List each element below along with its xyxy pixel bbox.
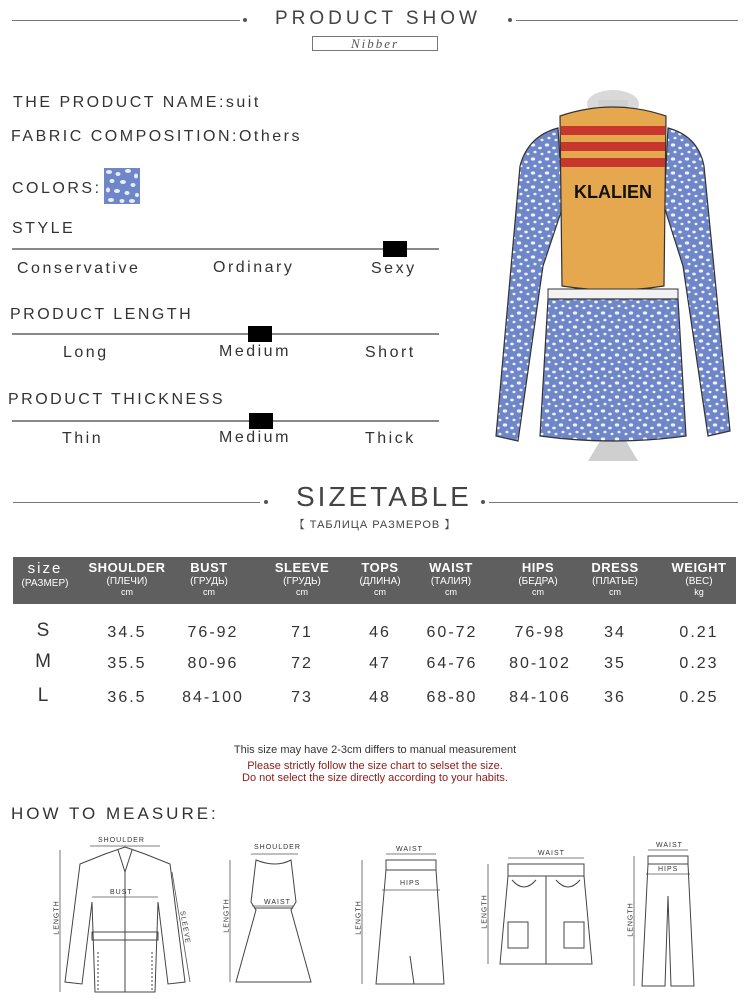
brand-box [312,36,438,51]
table-cell: 84-100 [182,689,244,706]
product-name: THE PRODUCT NAME:suit [13,94,261,111]
col-size-en: size [27,560,63,577]
denim-skirt-illustration [478,846,608,992]
style-option-sexy: Sexy [371,260,417,277]
col-size [15,560,75,589]
table-cell: 68-80 [426,689,478,706]
col-sleeve [266,560,338,597]
measure-skirt-figure [344,846,454,992]
col-waist-ru: (ТАЛИЯ) [430,576,472,587]
brand-name: Nibber [350,36,400,51]
col-dress [578,560,652,597]
table-cell: 71 [291,624,313,641]
table-cell: 35.5 [107,655,147,672]
pants-illustration [620,836,720,996]
table-cell: 0.21 [679,624,719,641]
jacket-sleeve-label: SLEEVE [178,910,191,945]
product-illustration [488,86,738,476]
measure-jacket-figure [50,832,200,997]
col-bust [173,560,245,597]
length-option-long: Long [63,344,109,361]
style-title: STYLE [12,220,76,237]
header-line-right [516,20,738,21]
col-weight-ru: (ВЕС) [685,576,713,587]
col-hips-en: HIPS [521,560,555,575]
header-dot-left [243,18,247,22]
sizetable-title: SIZETABLE [296,481,472,512]
table-cell: L [37,685,51,706]
table-cell: M [35,651,53,672]
style-scale-line [12,248,439,250]
sizetable-dot-right [481,500,485,504]
skirt-hips-label: HIPS [400,880,421,887]
table-cell: 76-98 [514,624,566,641]
sizetable-line-left [13,502,260,503]
sizetable-line-right [489,502,738,503]
length-scale-line [12,333,439,335]
fabric-composition [11,128,302,146]
table-cell: 34.5 [107,624,147,641]
col-shoulder-en: SHOULDER [88,560,166,575]
col-dress-ru: (ПЛАТЬЕ) [592,576,638,587]
table-cell: 73 [291,689,313,706]
col-bust-en: BUST [190,560,228,575]
color-swatch[interactable] [104,168,140,204]
table-cell: 36 [604,689,626,706]
table-cell: 80-102 [509,655,571,672]
denim-length-label: LENGTH [481,894,489,929]
thickness-option-medium: Medium [219,429,291,446]
thickness-option-thick: Thick [365,430,416,447]
col-tops-unit: cm [374,587,386,597]
col-waist-unit: cm [445,587,457,597]
dress-shoulder-label: SHOULDER [254,844,301,851]
col-tops-en: TOPS [361,560,399,575]
col-weight [663,560,735,597]
thickness-title: PRODUCT THICKNESS [8,391,226,408]
thickness-marker [249,413,273,429]
table-cell: 80-96 [187,655,239,672]
table-cell: 34 [604,624,626,641]
table-cell: 76-92 [187,624,239,641]
header-dot-right [508,18,512,22]
page-title: PRODUCT SHOW [275,8,481,29]
style-option-ordinary: Ordinary [213,259,295,276]
col-tops-ru: (ДЛИНА) [359,576,401,587]
dress-length-label: LENGTH [223,898,231,933]
col-tops [346,560,414,597]
table-cell: S [36,620,52,641]
col-waist [414,560,488,597]
table-cell: 47 [369,655,391,672]
dress-illustration [216,842,316,992]
col-bust-unit: cm [203,587,215,597]
length-option-short: Short [365,344,416,361]
measure-denim-skirt-figure [478,846,608,992]
table-cell: 0.25 [679,689,719,706]
table-cell: 84-106 [509,689,571,706]
swatch-pattern [104,168,140,204]
col-weight-en: WEIGHT [671,560,727,575]
sizetable-dot-left [264,500,268,504]
colors-label: COLORS: [12,180,102,197]
col-waist-en: WAIST [429,560,473,575]
col-size-ru: (РАЗМЕР) [21,578,69,589]
skirt-length-label: LENGTH [355,900,363,935]
header-line-left [12,20,240,21]
style-marker [383,241,407,257]
product-photo [488,86,738,476]
jacket-illustration [50,832,200,997]
pants-waist-label: WAIST [656,842,683,849]
jacket-bust-label: BUST [110,889,133,896]
pants-hips-label: HIPS [658,866,679,873]
col-sleeve-en: SLEEVE [274,560,330,575]
table-cell: 36.5 [107,689,147,706]
measure-dress-figure [216,842,316,992]
size-table-header [13,557,736,604]
sizetable-subtitle: 【 ТАБЛИЦА РАЗМЕРОВ 】 [293,519,457,531]
skirt-waist-label: WAIST [396,846,423,853]
size-warning-2: Do not select the size directly according to your habits. [242,772,508,784]
table-cell: 0.23 [679,655,719,672]
table-cell: 60-72 [426,624,478,641]
col-sleeve-unit: cm [296,587,308,597]
col-hips [500,560,576,597]
col-sleeve-ru: (ГРУДЬ) [283,576,321,587]
denim-waist-label: WAIST [538,850,565,857]
col-dress-unit: cm [609,587,621,597]
length-option-medium: Medium [219,343,291,360]
col-dress-en: DRESS [591,560,639,575]
col-shoulder [83,560,171,597]
col-weight-unit: kg [694,587,704,597]
size-note: This size may have 2-3cm differs to manual measurement [233,744,517,756]
col-shoulder-ru: (ПЛЕЧИ) [106,576,148,587]
col-hips-ru: (БЕДРА) [518,576,558,587]
jacket-shoulder-label: SHOULDER [98,837,145,844]
style-option-conservative: Conservative [17,260,141,277]
length-title: PRODUCT LENGTH [10,306,194,323]
dress-waist-label: WAIST [264,899,291,906]
garment-print-text: KLALIEN [574,182,652,202]
thickness-scale-line [12,420,439,422]
table-cell: 46 [369,624,391,641]
table-cell: 72 [291,655,313,672]
jacket-length-label: LENGTH [53,900,61,935]
length-marker [248,326,272,342]
col-hips-unit: cm [532,587,544,597]
table-cell: 48 [369,689,391,706]
thickness-option-thin: Thin [62,430,104,447]
table-cell: 35 [604,655,626,672]
size-warning-1: Please strictly follow the size chart to selset the size. [247,760,503,772]
pants-length-label: LENGTH [627,902,635,937]
fabric-value: Others [238,128,302,145]
col-bust-ru: (ГРУДЬ) [190,576,228,587]
fabric-label: FABRIC COMPOSITION: [11,128,239,145]
col-shoulder-unit: cm [121,587,133,597]
measure-title: HOW TO MEASURE: [11,804,219,823]
measure-pants-figure [620,836,720,996]
table-cell: 64-76 [426,655,478,672]
